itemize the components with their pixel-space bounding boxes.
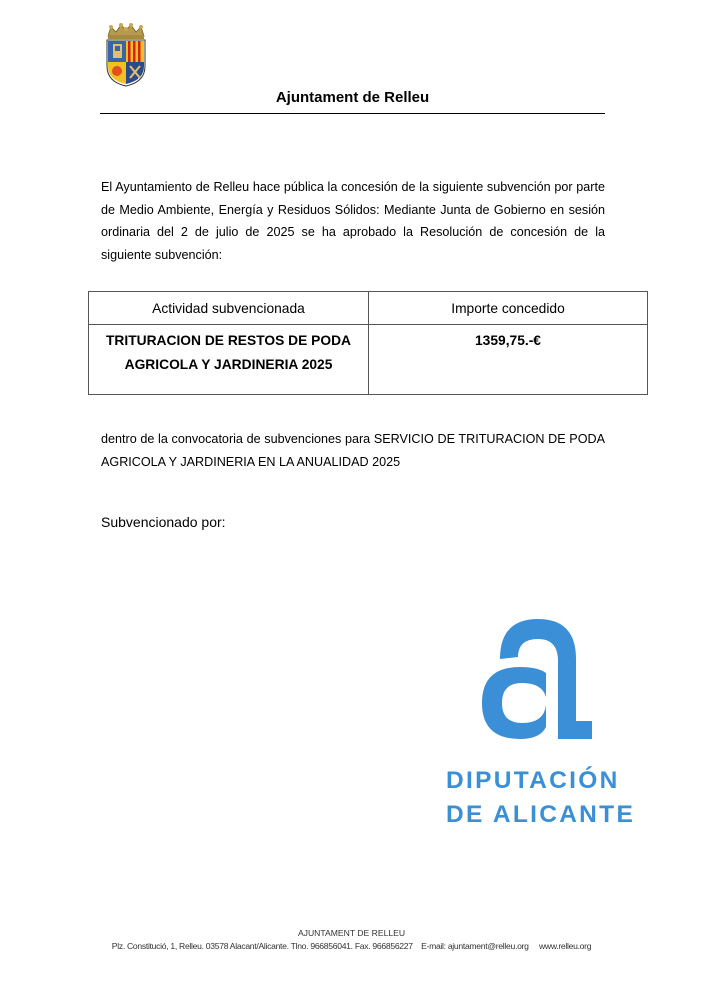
table-row [89, 325, 648, 395]
table-header-amount: Importe concedido [369, 292, 648, 325]
relleu-coat-of-arms-icon [103, 22, 149, 88]
funder-name-line1: DIPUTACIÓN [446, 767, 620, 794]
page-footer [0, 927, 703, 953]
table-header-row [89, 292, 648, 325]
table-cell-amount: 1359,75.-€ [369, 325, 648, 395]
footer-contact: Plz. Constitució, 1, Relleu. 03578 Alacant/Alicante. Tlno. 966856041. Fax. 966856227 E-mail: ajuntament@relleu.org www.relleu.org [111, 941, 592, 951]
funder-name-line2: DE ALICANTE [446, 801, 636, 828]
diputacion-alicante-logo-icon [480, 617, 596, 739]
funded-by-label: Subvencionado por: [101, 514, 226, 530]
intro-paragraph: El Ayuntamiento de Relleu hace pública la concesión de la siguiente subvención por parte de Medio Ambiente, Energía y Residuos Sólidos: Mediante Junta de Gobierno en sesión ordinaria del 2 de julio de 2025 se ha aprobado la Resolución de concesión de la siguiente subvención: [101, 180, 605, 262]
grant-table [88, 291, 648, 395]
page-title: Ajuntament de Relleu [275, 89, 430, 106]
closing-paragraph: dentro de la convocatoria de subvenciones para SERVICIO DE TRITURACION DE PODA AGRICOLA Y JARDINERIA EN LA ANUALIDAD 2025 [101, 432, 605, 469]
table-cell-activity: TRITURACION DE RESTOS DE PODA AGRICOLA Y JARDINERIA 2025 [89, 325, 369, 395]
table-header-activity: Actividad subvencionada [89, 292, 369, 325]
footer-org-name: AJUNTAMENT DE RELLEU [297, 928, 406, 938]
header-divider [100, 113, 605, 114]
